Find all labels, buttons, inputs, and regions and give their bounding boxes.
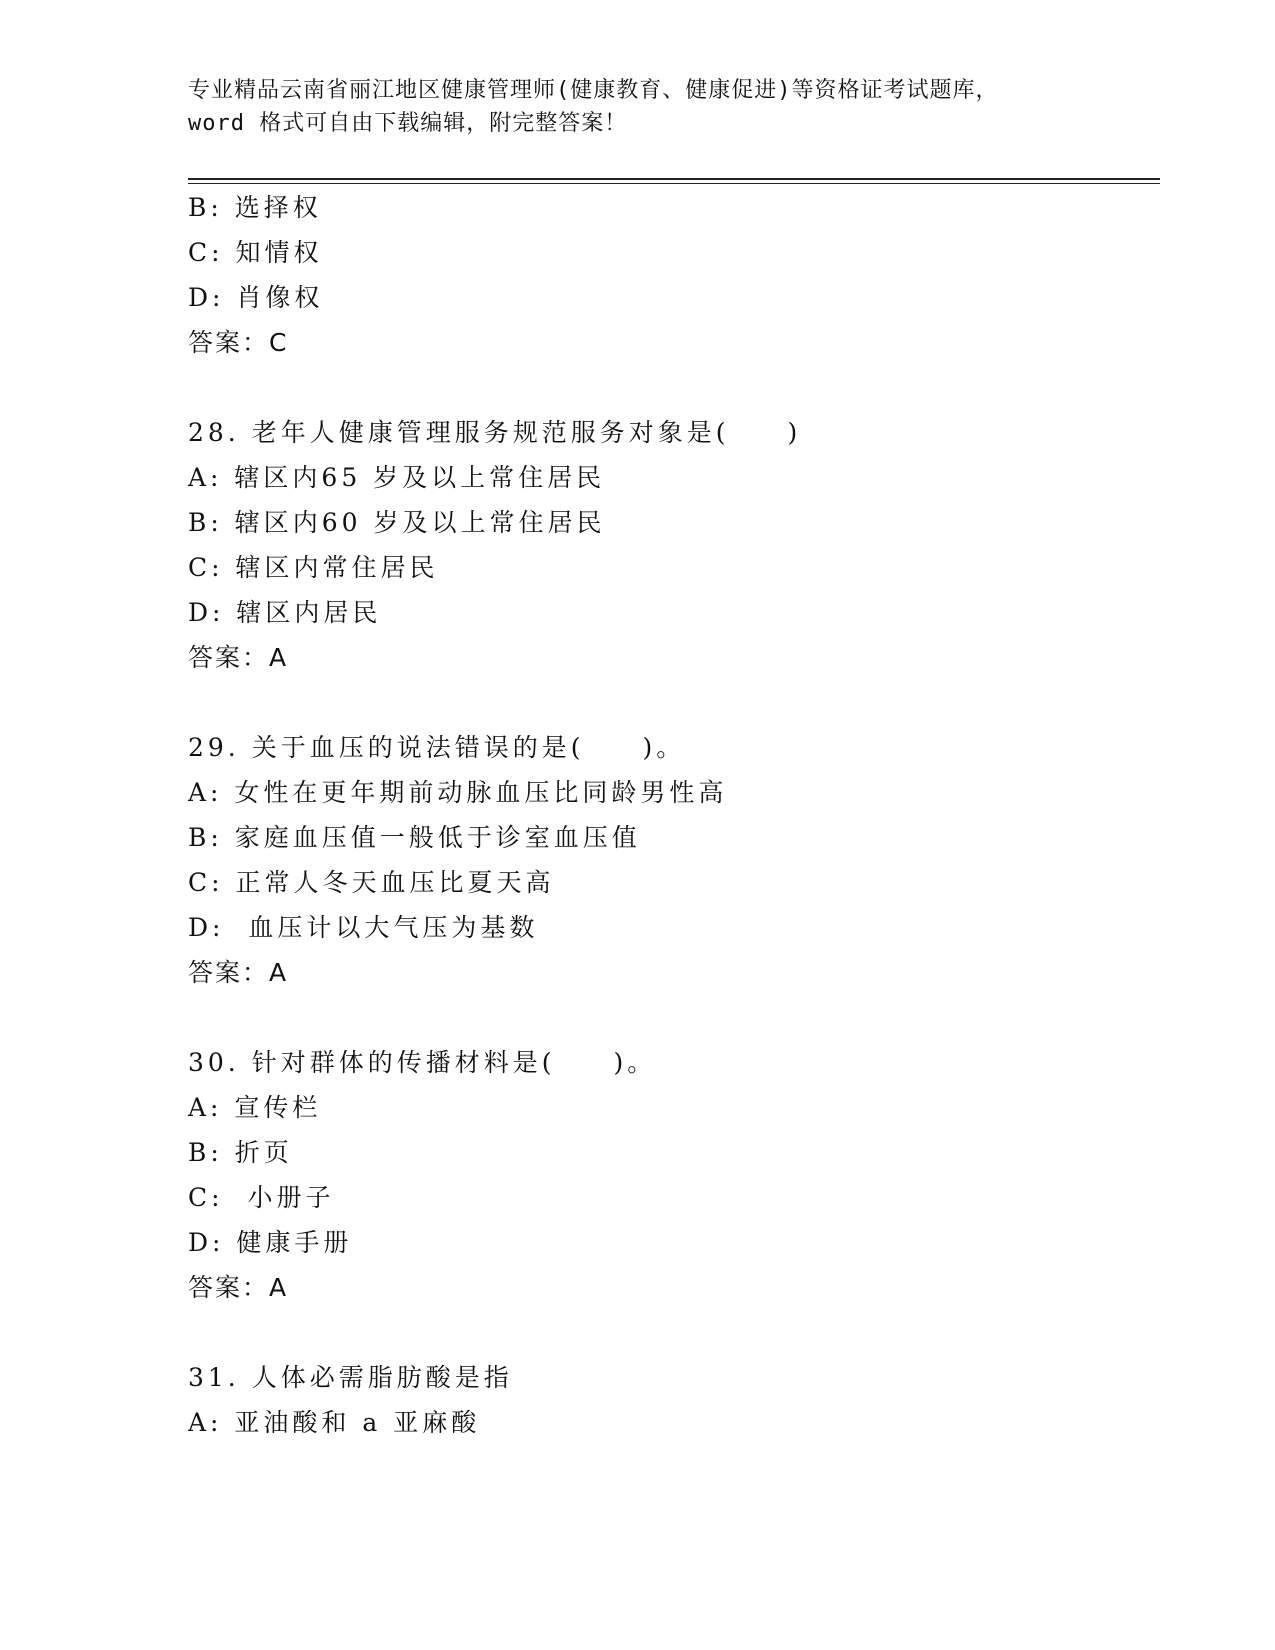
option-line: A: 宣传栏 xyxy=(188,1093,322,1122)
header-divider-thin xyxy=(188,183,1160,184)
question-line: 29. 关于血压的说法错误的是( )。 xyxy=(188,733,686,762)
header-divider-thick xyxy=(188,178,1160,180)
header-line-2: word 格式可自由下载编辑，附完整答案！ xyxy=(188,111,628,136)
option-line: A: 辖区内65 岁及以上常住居民 xyxy=(188,463,606,492)
answer-line: 答案：A xyxy=(188,1273,289,1302)
option-line: C: 知情权 xyxy=(188,238,323,267)
answer-line: 答案：A xyxy=(188,643,289,672)
answer-line: 答案：A xyxy=(188,958,289,987)
document-header xyxy=(188,74,1118,140)
question-line: 30. 针对群体的传播材料是( )。 xyxy=(188,1048,657,1077)
option-line: A: 女性在更年期前动脉血压比同龄男性高 xyxy=(188,778,728,807)
option-line: C: 正常人冬天血压比夏天高 xyxy=(188,868,555,897)
question-line: 31. 人体必需脂肪酸是指 xyxy=(188,1363,513,1392)
header-line-1: 专业精品云南省丽江地区健康管理师(健康教育、健康促进)等资格证考试题库， xyxy=(188,78,999,103)
option-line: C: 小册子 xyxy=(188,1183,335,1212)
option-line: A: 亚油酸和 a 亚麻酸 xyxy=(188,1408,481,1437)
option-line: C: 辖区内常住居民 xyxy=(188,553,439,582)
option-line: B: 家庭血压值一般低于诊室血压值 xyxy=(188,823,641,852)
option-line: D: 肖像权 xyxy=(188,283,324,312)
option-line: D: 辖区内居民 xyxy=(188,598,382,627)
option-line: B: 折页 xyxy=(188,1138,293,1167)
answer-line: 答案：C xyxy=(188,328,289,357)
option-line: B: 辖区内60 岁及以上常住居民 xyxy=(188,508,606,537)
option-line: D: 血压计以大气压为基数 xyxy=(188,913,539,942)
option-line: B: 选择权 xyxy=(188,193,322,222)
option-line: D: 健康手册 xyxy=(188,1228,353,1257)
question-line: 28. 老年人健康管理服务规范服务对象是( ) xyxy=(188,418,802,447)
